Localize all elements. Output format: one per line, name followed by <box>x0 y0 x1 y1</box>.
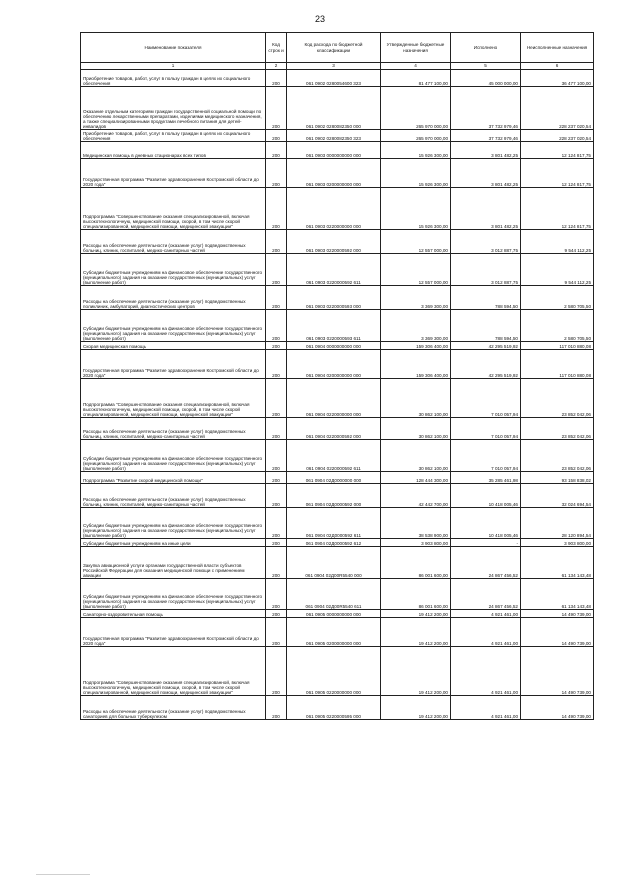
header-approved: Утвержденные бюджетные назначения <box>381 33 451 63</box>
table-row <box>81 286 594 310</box>
row-remaining: 93 158 838,02 <box>521 472 594 484</box>
row-kbk: 061 0903 0200000000 000 <box>287 159 381 188</box>
row-kbk: 061 0903 0220000000 000 <box>287 188 381 230</box>
row-remaining: 28 120 894,54 <box>521 508 594 539</box>
row-code: 200 <box>266 547 287 579</box>
row-code: 200 <box>266 610 287 618</box>
row-kbk: 061 0904 0220000000 000 <box>287 379 381 418</box>
row-approved: 3 369 300,00 <box>381 286 451 310</box>
row-kbk: 061 0903 0220000592 611 <box>287 254 381 286</box>
row-name: Субсидии бюджетным учреждениям на финансовое обеспечение государственного (муниципального) задания на оказание государственных (муниципальных) услуг (выполнение работ) <box>81 508 266 539</box>
row-code: 200 <box>266 379 287 418</box>
column-number: 1 <box>81 63 266 70</box>
header-remaining: Неисполненные назначения <box>521 33 594 63</box>
row-executed: 10 418 005,46 <box>451 484 521 508</box>
table-row <box>81 379 594 418</box>
row-kbk: 061 0904 02Д0000592 000 <box>287 484 381 508</box>
row-executed: 4 921 461,00 <box>451 610 521 618</box>
row-name: Подпрограмма "Совершенствование оказания специализированной, включая высокотехнологичную, медицинской помощи, скорой, в том числе скорой специализированной, медицинской помощи, медицинской эвакуации" <box>81 188 266 230</box>
row-code: 200 <box>266 618 287 647</box>
row-name: Расходы на обеспечение деятельности (оказание услуг) подведомственных санаториев для больных туберкулезом <box>81 696 266 720</box>
row-approved: 12 557 000,00 <box>381 254 451 286</box>
row-executed: 7 010 057,94 <box>451 440 521 472</box>
row-approved: 30 862 100,00 <box>381 440 451 472</box>
row-approved: 159 306 400,00 <box>381 350 451 379</box>
header-kbk: Код расхода по бюджетной классификации <box>287 33 381 63</box>
row-kbk: 061 0903 0220000592 000 <box>287 230 381 254</box>
column-number: 5 <box>451 63 521 70</box>
row-code: 200 <box>266 286 287 310</box>
row-executed: 10 418 005,46 <box>451 508 521 539</box>
row-name: Оказание отдельным категориям граждан государственной социальной помощи по обеспечению лекарственными препаратами, изделиями медицинского назначения, а также специализированными продуктами лечебного питания для детей-инвалидов <box>81 87 266 130</box>
table-row <box>81 254 594 286</box>
row-code: 200 <box>266 230 287 254</box>
table-row <box>81 618 594 647</box>
row-code: 200 <box>266 70 287 87</box>
table-row <box>81 539 594 547</box>
row-approved: 19 412 200,00 <box>381 610 451 618</box>
table-row <box>81 472 594 484</box>
row-remaining: 228 237 020,54 <box>521 87 594 130</box>
row-approved: 19 412 200,00 <box>381 618 451 647</box>
column-number: 6 <box>521 63 594 70</box>
row-code: 200 <box>266 696 287 720</box>
row-executed: 7 010 057,94 <box>451 418 521 440</box>
row-name: Закупка авиационной услуги органами государственной власти субъектов Российской Федерации для оказания медицинской помощи с применением авиации <box>81 547 266 579</box>
row-approved: 3 369 300,00 <box>381 310 451 342</box>
row-approved: 38 538 900,00 <box>381 508 451 539</box>
row-executed: 4 921 461,00 <box>451 647 521 696</box>
table-row <box>81 159 594 188</box>
table-row <box>81 647 594 696</box>
row-executed: 4 921 461,00 <box>451 696 521 720</box>
row-name: Субсидии бюджетным учреждениям на финансовое обеспечение государственного (муниципального) задания на оказание государственных (муниципальных) услуг (выполнение работ) <box>81 579 266 610</box>
row-remaining: 23 852 042,06 <box>521 418 594 440</box>
row-approved: 159 306 400,00 <box>381 342 451 350</box>
row-name: Приобретение товаров, работ, услуг в пользу граждан в целях их социального обеспечения <box>81 130 266 142</box>
table-row <box>81 484 594 508</box>
row-name: Расходы на обеспечение деятельности (оказание услуг) подведомственных поликлиник, амбулаторий, диагностических центров <box>81 286 266 310</box>
table-row <box>81 350 594 379</box>
row-executed: 35 285 461,98 <box>451 472 521 484</box>
row-remaining: 61 134 143,48 <box>521 547 594 579</box>
row-executed: 4 921 461,00 <box>451 618 521 647</box>
row-kbk: 061 0902 0280082350 000 <box>287 87 381 130</box>
row-code: 200 <box>266 472 287 484</box>
row-approved: 265 970 000,00 <box>381 130 451 142</box>
row-executed: 24 867 456,52 <box>451 547 521 579</box>
row-name: Государственная программа "Развитие здравоохранения Костромской области до 2020 года" <box>81 350 266 379</box>
row-name: Субсидии бюджетным учреждениям на финансовое обеспечение государственного (муниципального) задания на оказание государственных (муниципальных) услуг (выполнение работ) <box>81 254 266 286</box>
row-remaining: 2 580 705,50 <box>521 310 594 342</box>
table-row <box>81 579 594 610</box>
table-row <box>81 440 594 472</box>
row-remaining: 12 124 817,75 <box>521 159 594 188</box>
row-remaining: 32 024 694,54 <box>521 484 594 508</box>
row-remaining: 23 852 042,06 <box>521 440 594 472</box>
row-remaining: 117 010 880,08 <box>521 350 594 379</box>
row-executed: 45 000 000,00 <box>451 70 521 87</box>
row-name: Субсидии бюджетным учреждениям на иные цели <box>81 539 266 547</box>
row-remaining: 14 490 739,00 <box>521 647 594 696</box>
row-approved: 81 477 100,00 <box>381 70 451 87</box>
row-code: 200 <box>266 87 287 130</box>
row-code: 200 <box>266 310 287 342</box>
row-name: Медицинская помощь в дневных стационарах всех типов <box>81 142 266 159</box>
row-name: Субсидии бюджетным учреждениям на финансовое обеспечение государственного (муниципального) задания на оказание государственных (муниципальных) услуг (выполнение работ) <box>81 310 266 342</box>
budget-execution-table <box>80 32 594 720</box>
row-remaining: 23 852 042,06 <box>521 379 594 418</box>
table-row <box>81 310 594 342</box>
row-name: Расходы на обеспечение деятельности (оказание услуг) подведомственных больниц, клиник, госпиталей, медико-санитарных частей <box>81 418 266 440</box>
row-kbk: 061 0903 0220000593 611 <box>287 310 381 342</box>
row-executed: 42 295 519,92 <box>451 342 521 350</box>
row-code: 200 <box>266 647 287 696</box>
row-name: Расходы на обеспечение деятельности (оказание услуг) подведомственных больниц, клиник, госпиталей, медико-санитарных частей <box>81 230 266 254</box>
row-kbk: 061 0904 02Д0000592 611 <box>287 508 381 539</box>
row-executed: 788 594,50 <box>451 310 521 342</box>
row-kbk: 061 0903 0000000000 000 <box>287 142 381 159</box>
row-kbk: 061 0902 0280082350 323 <box>287 130 381 142</box>
row-name: Подпрограмма "Совершенствование оказания специализированной, включая высокотехнологичную, медицинской помощи, скорой, в том числе скорой специализированной, медицинской помощи, медицинской эвакуации" <box>81 647 266 696</box>
row-executed: 3 801 482,25 <box>451 188 521 230</box>
row-approved: 265 970 000,00 <box>381 87 451 130</box>
row-code: 200 <box>266 254 287 286</box>
row-executed: 3 801 482,25 <box>451 159 521 188</box>
row-executed: 3 801 482,25 <box>451 142 521 159</box>
table-row <box>81 418 594 440</box>
row-remaining: 2 580 705,50 <box>521 286 594 310</box>
row-code: 200 <box>266 350 287 379</box>
page-number: 23 <box>314 14 325 24</box>
row-remaining: 14 490 739,00 <box>521 696 594 720</box>
column-number-row <box>81 63 594 70</box>
table-row <box>81 70 594 87</box>
row-kbk: 061 0904 0220000592 611 <box>287 440 381 472</box>
row-name: Государственная программа "Развитие здравоохранения Костромской области до 2020 года" <box>81 159 266 188</box>
row-remaining: 14 490 739,00 <box>521 610 594 618</box>
row-approved: 30 862 100,00 <box>381 379 451 418</box>
row-executed: - <box>451 539 521 547</box>
column-number: 2 <box>266 63 287 70</box>
row-kbk: 061 0904 0220000592 000 <box>287 418 381 440</box>
row-remaining: 9 544 112,25 <box>521 230 594 254</box>
row-code: 200 <box>266 142 287 159</box>
row-executed: 42 295 519,92 <box>451 350 521 379</box>
table-row <box>81 547 594 579</box>
row-code: 200 <box>266 508 287 539</box>
row-kbk: 061 0904 02Д00R5540 611 <box>287 579 381 610</box>
scan-artifact-line <box>36 874 90 875</box>
header-name: Наименование показателя <box>81 33 266 63</box>
row-approved: 86 001 600,00 <box>381 579 451 610</box>
row-approved: 30 862 100,00 <box>381 418 451 440</box>
row-executed: 3 012 887,75 <box>451 254 521 286</box>
row-approved: 42 442 700,00 <box>381 484 451 508</box>
row-approved: 12 557 000,00 <box>381 230 451 254</box>
row-approved: 15 926 300,00 <box>381 159 451 188</box>
row-code: 200 <box>266 484 287 508</box>
row-name: Подпрограмма "Совершенствование оказания специализированной, включая высокотехнологичную, медицинской помощи, скорой, в том числе скорой специализированной, медицинской помощи, медицинской эвакуации" <box>81 379 266 418</box>
row-executed: 37 732 979,46 <box>451 130 521 142</box>
row-executed: 3 012 887,75 <box>451 230 521 254</box>
row-approved: 19 412 200,00 <box>381 647 451 696</box>
row-code: 200 <box>266 342 287 350</box>
row-name: Субсидии бюджетным учреждениям на финансовое обеспечение государственного (муниципального) задания на оказание государственных (муниципальных) услуг (выполнение работ) <box>81 440 266 472</box>
row-executed: 24 867 456,52 <box>451 579 521 610</box>
row-code: 200 <box>266 440 287 472</box>
row-executed: 37 732 979,46 <box>451 87 521 130</box>
table-row <box>81 188 594 230</box>
row-name: Санаторно-оздоровительная помощь <box>81 610 266 618</box>
row-remaining: 228 237 020,54 <box>521 130 594 142</box>
row-remaining: 61 134 143,48 <box>521 579 594 610</box>
row-kbk: 061 0904 0200000000 000 <box>287 350 381 379</box>
row-code: 200 <box>266 130 287 142</box>
row-kbk: 061 0905 0200000000 000 <box>287 618 381 647</box>
row-code: 200 <box>266 418 287 440</box>
column-number: 3 <box>287 63 381 70</box>
table-row <box>81 342 594 350</box>
row-code: 200 <box>266 579 287 610</box>
row-approved: 86 001 600,00 <box>381 547 451 579</box>
row-approved: 15 926 300,00 <box>381 188 451 230</box>
table-row <box>81 508 594 539</box>
row-remaining: 36 477 100,00 <box>521 70 594 87</box>
row-name: Государственная программа "Развитие здравоохранения Костромской области до 2020 года" <box>81 618 266 647</box>
row-remaining: 12 124 817,75 <box>521 188 594 230</box>
table-row <box>81 130 594 142</box>
row-kbk: 061 0903 0220000593 000 <box>287 286 381 310</box>
row-approved: 19 412 200,00 <box>381 696 451 720</box>
table-row <box>81 230 594 254</box>
header-code: Код строк и <box>266 33 287 63</box>
row-approved: 128 444 300,00 <box>381 472 451 484</box>
row-name: Приобретение товаров, работ, услуг в пользу граждан в целях их социального обеспечения <box>81 70 266 87</box>
column-number: 4 <box>381 63 451 70</box>
row-approved: 3 903 800,00 <box>381 539 451 547</box>
row-kbk: 061 0904 02Д00R5540 000 <box>287 547 381 579</box>
row-executed: 7 010 057,94 <box>451 379 521 418</box>
row-name: Подпрограмма "Развитие скорой медицинской помощи" <box>81 472 266 484</box>
header-executed: Исполнено <box>451 33 521 63</box>
row-code: 200 <box>266 159 287 188</box>
header-row <box>81 33 594 63</box>
row-remaining: 3 903 800,00 <box>521 539 594 547</box>
row-executed: 788 594,50 <box>451 286 521 310</box>
row-remaining: 9 544 112,25 <box>521 254 594 286</box>
row-name: Скорая медицинская помощь <box>81 342 266 350</box>
row-remaining: 117 010 880,08 <box>521 342 594 350</box>
row-code: 200 <box>266 539 287 547</box>
row-code: 200 <box>266 188 287 230</box>
table-row <box>81 696 594 720</box>
table-row <box>81 610 594 618</box>
row-kbk: 061 0905 0000000000 000 <box>287 610 381 618</box>
row-kbk: 061 0905 0220000595 000 <box>287 696 381 720</box>
row-remaining: 14 490 739,00 <box>521 618 594 647</box>
table-row <box>81 87 594 130</box>
row-kbk: 061 0902 0280054600 323 <box>287 70 381 87</box>
row-approved: 15 926 300,00 <box>381 142 451 159</box>
row-kbk: 061 0904 02Д0000592 612 <box>287 539 381 547</box>
table-row <box>81 142 594 159</box>
row-kbk: 061 0904 0000000000 000 <box>287 342 381 350</box>
row-kbk: 061 0905 0220000000 000 <box>287 647 381 696</box>
row-name: Расходы на обеспечение деятельности (оказание услуг) подведомственных больниц, клиник, госпиталей, медико-санитарных частей <box>81 484 266 508</box>
row-kbk: 061 0904 02Д0000000 000 <box>287 472 381 484</box>
row-remaining: 12 124 817,75 <box>521 142 594 159</box>
